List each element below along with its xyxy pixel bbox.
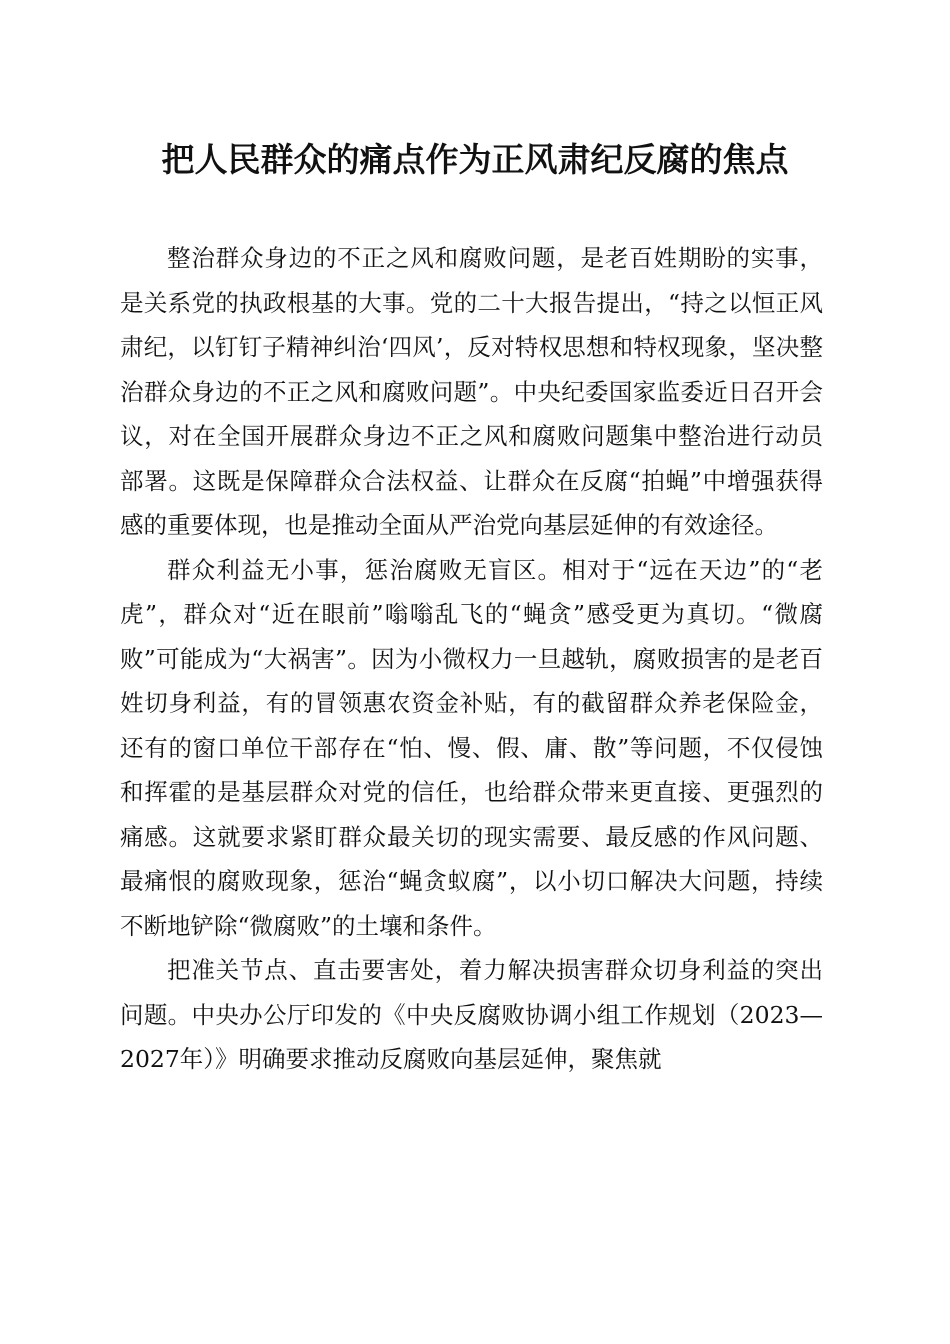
document-body [120,236,823,1082]
paragraph-1: 整治群众身边的不正之风和腐败问题，是老百姓期盼的实事，是关系党的执政根基的大事。党的二十大报告提出，“持之以恒正风肃纪，以钉钉子精神纠治‘四风’，反对特权思想和特权现象，坚决整治群众身边的不正之风和腐败问题”。中央纪委国家监委近日召开会议，对在全国开展群众身边不正之风和腐败问题集中整治进行动员部署。这既是保障群众合法权益、让群众在反腐“拍蝇”中增强获得感的重要体现，也是推动全面从严治党向基层延伸的有效途径。 [120,244,823,539]
document-title: 把人民群众的痛点作为正风肃纪反腐的焦点 [161,140,789,179]
paragraph-2: 群众利益无小事，惩治腐败无盲区。相对于“远在天边”的“老虎”，群众对“近在眼前”嗡嗡乱飞的“蝇贪”感受更为真切。“微腐败”可能成为“大祸害”。因为小微权力一旦越轨，腐败损害的是老百姓切身利益，有的冒领惠农资金补贴，有的截留群众养老保险金，还有的窗口单位干部存在“怕、慢、假、庸、散”等问题，不仅侵蚀和挥霍的是基层群众对党的信任，也给群众带来更直接、更强烈的痛感。这就要求紧盯群众最关切的现实需要、最反感的作风问题、最痛恨的腐败现象，惩治“蝇贪蚁腐”，以小切口解决大问题，持续不断地铲除“微腐败”的土壤和条件。 [120,555,823,940]
paragraph-3: 把准关节点、直击要害处，着力解决损害群众切身利益的突出问题。中央办公厅印发的《中央反腐败协调小组工作规划（2023—2027年）》明确要求推动反腐败向基层延伸，聚焦就 [120,956,823,1073]
